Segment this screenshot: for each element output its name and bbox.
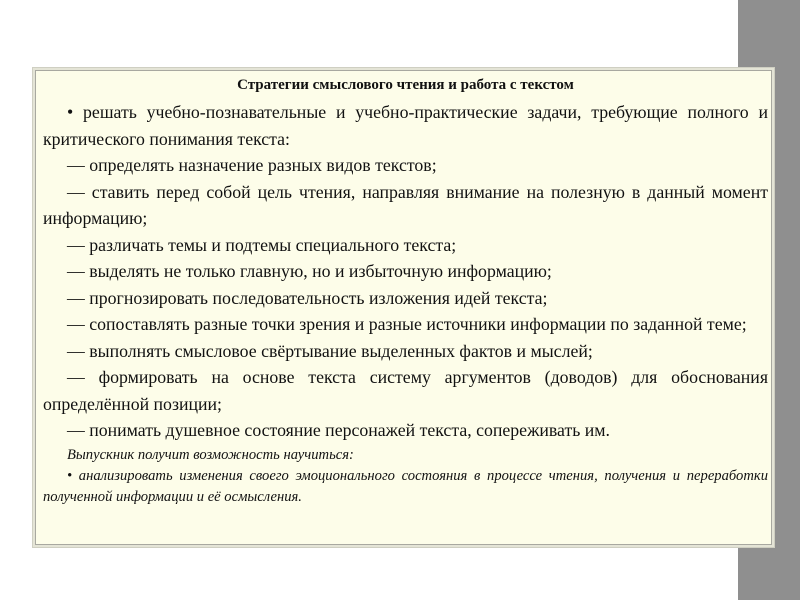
extra-heading: Выпускник получит возможность научиться: bbox=[67, 446, 354, 463]
list-item-8: — формировать на основе текста систему аргументов (доводов) для обоснования определённой позиции; bbox=[43, 367, 768, 414]
extra-bullet: • анализировать изменения своего эмоционального состояния в процессе чтения, получения и переработки полученной информации и её осмысления. bbox=[43, 467, 768, 505]
list-item-4: — выделять не только главную, но и избыточную информацию; bbox=[67, 261, 552, 281]
list-item-3: — различать темы и подтемы специального текста; bbox=[67, 234, 457, 255]
list-item-1: — определять назначение разных видов текстов; bbox=[67, 155, 437, 175]
list-item-0: • решать учебно-познавательные и учебно-практические задачи, требующие полного и критического понимания текста: bbox=[43, 102, 768, 149]
list-item-5: — прогнозировать последовательность изложения идей текста; bbox=[67, 287, 548, 308]
list-item-9: — понимать душевное состояние персонажей текста, сопереживать им. bbox=[67, 420, 611, 440]
list-item-2: — ставить перед собой цель чтения, направляя внимание на полезную в данный момент информацию; bbox=[43, 181, 768, 228]
text-box bbox=[35, 70, 772, 545]
list-item-6: — сопоставлять разные точки зрения и разные источники информации по заданной теме; bbox=[67, 314, 747, 334]
page-title: Стратегии смыслового чтения и работа с текстом bbox=[237, 77, 574, 93]
list-item-7: — выполнять смысловое свёртывание выделенных фактов и мыслей; bbox=[67, 340, 593, 361]
